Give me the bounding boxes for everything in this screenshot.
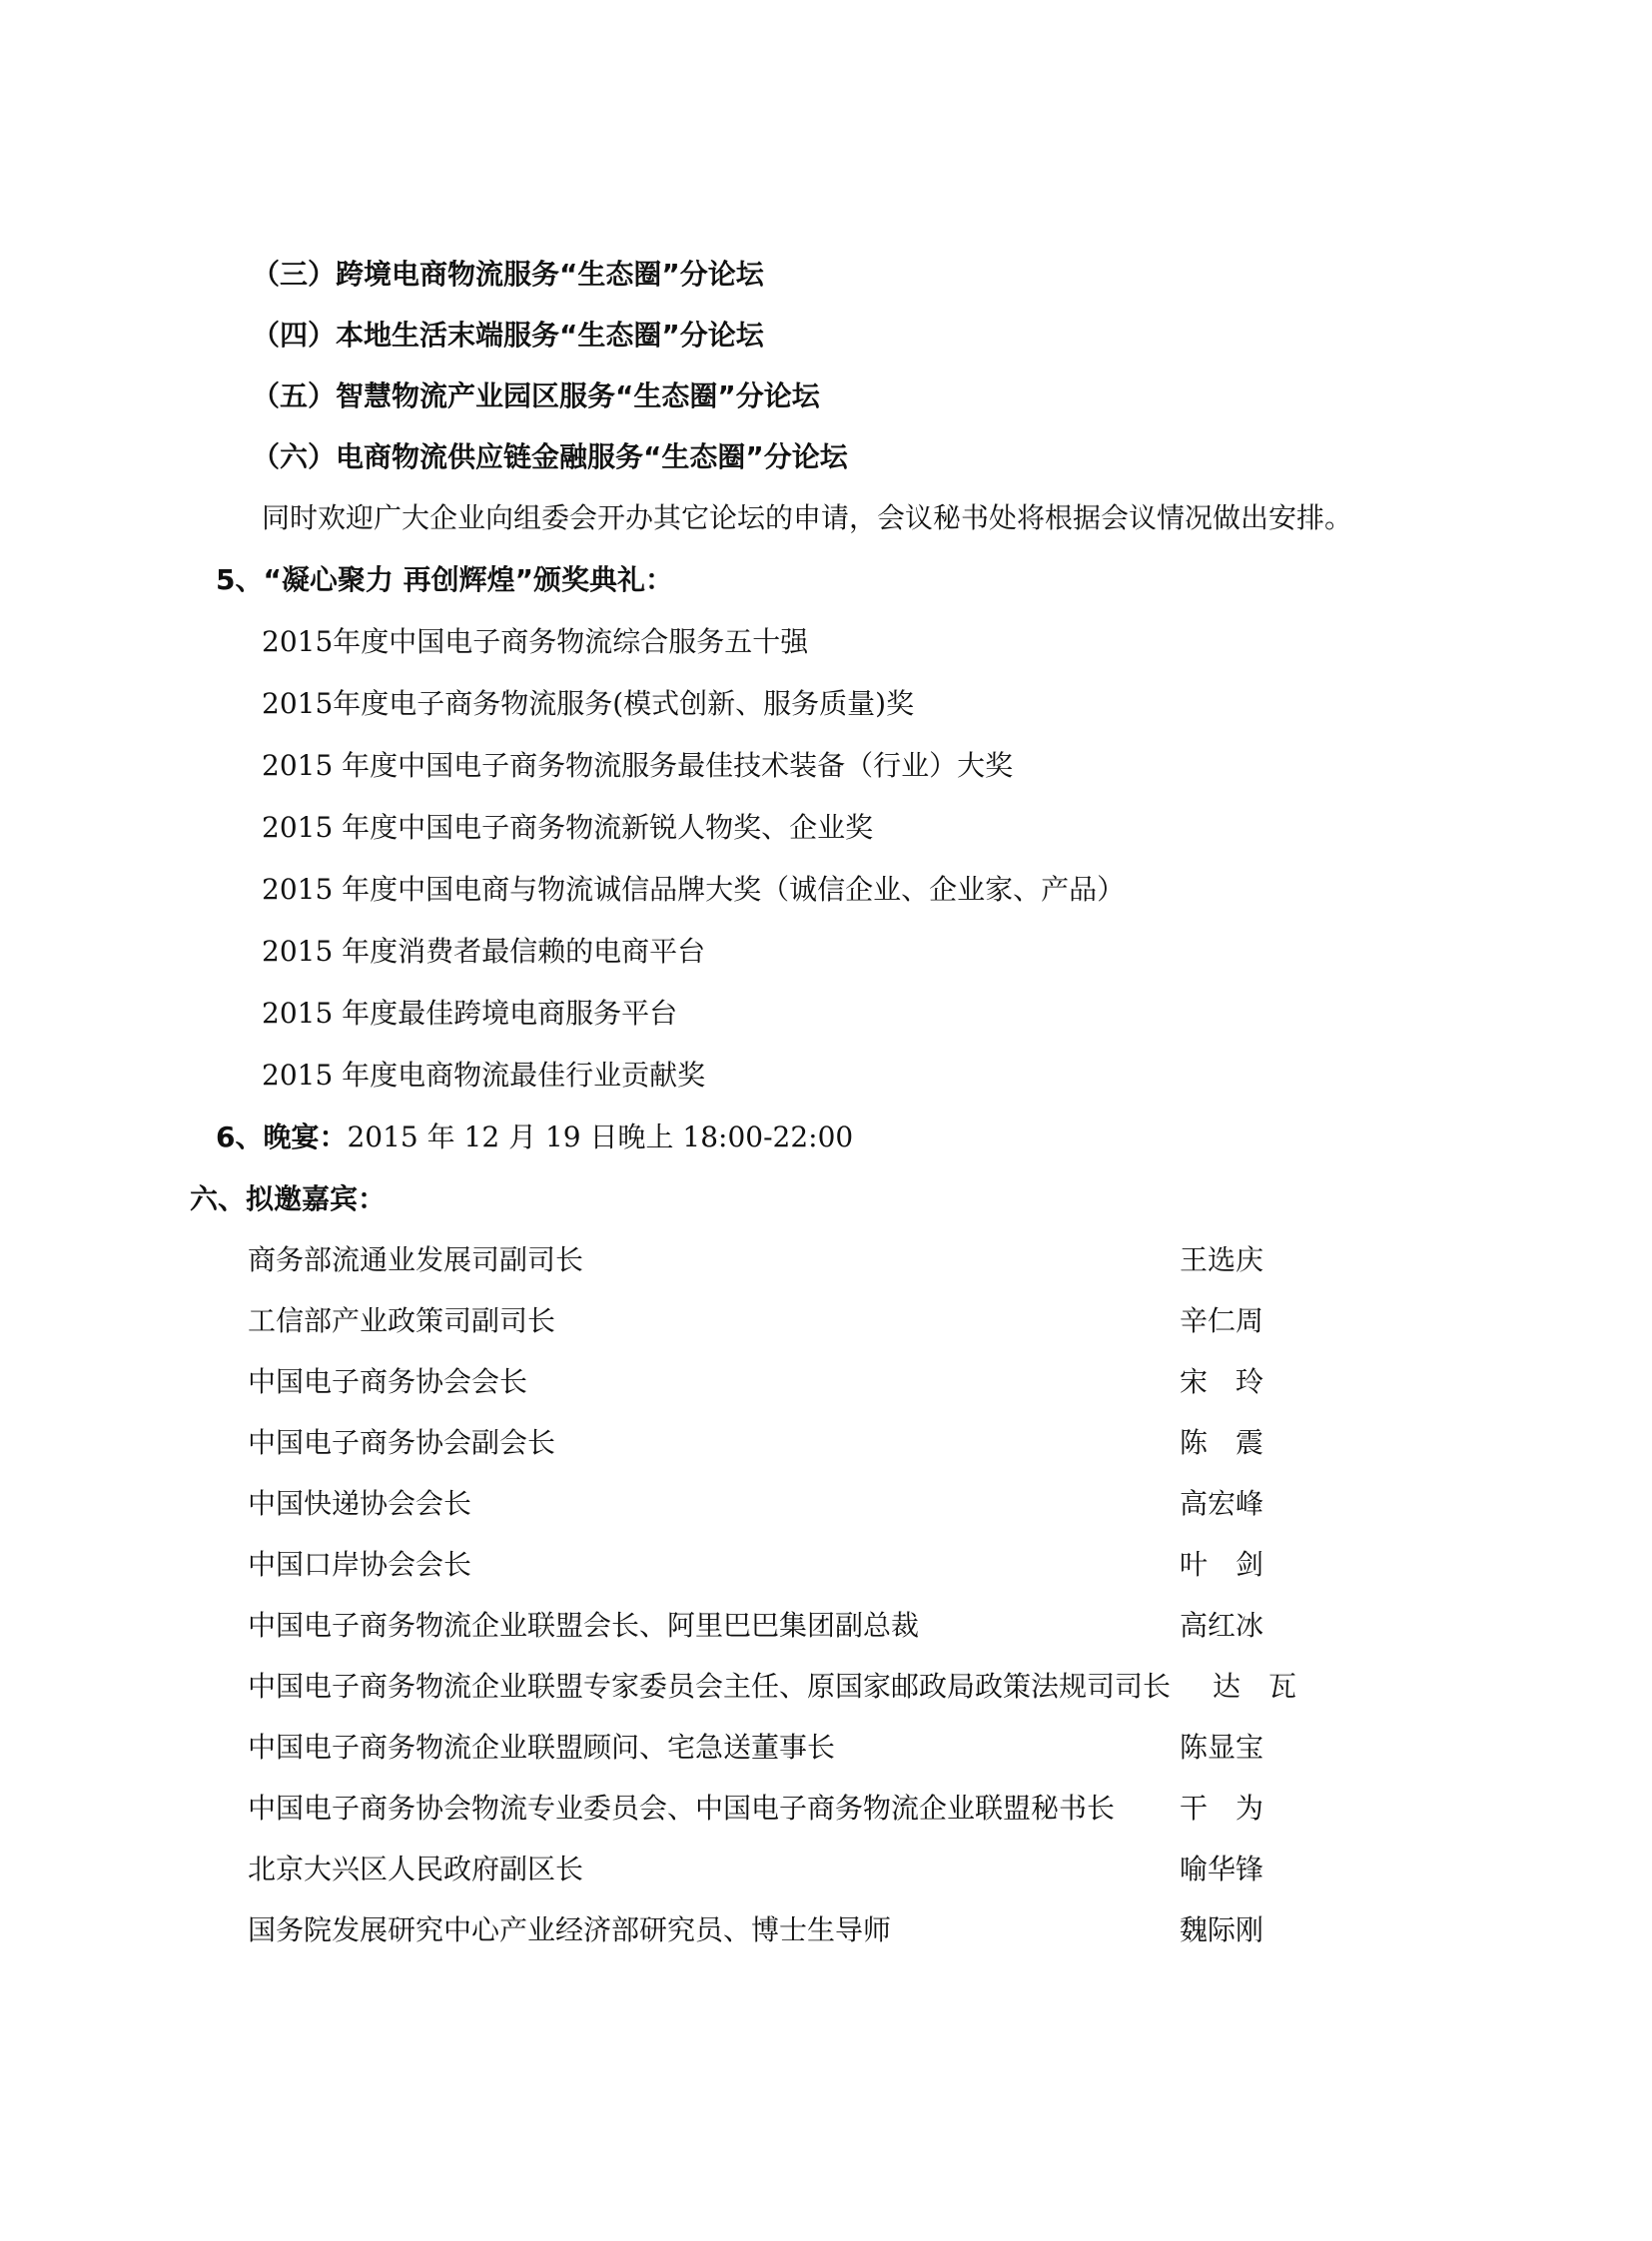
award-item: 2015 年度中国电子商务物流服务最佳技术装备（行业）大奖 <box>262 749 1014 782</box>
forum-item-3: （三）跨境电商物流服务“生态圈”分论坛 <box>252 258 764 291</box>
guest-name: 高红冰 <box>1180 1609 1264 1642</box>
guest-row <box>248 1669 1306 1705</box>
guest-row <box>248 1486 1306 1522</box>
award-item: 2015 年度最佳跨境电商服务平台 <box>262 997 678 1030</box>
guest-row <box>248 1608 1306 1644</box>
award-item: 2015 年度电商物流最佳行业贡献奖 <box>262 1059 706 1092</box>
guest-row <box>248 1364 1306 1400</box>
guest-title: 中国电子商务协会物流专业委员会、中国电子商务物流企业联盟秘书长 <box>248 1792 1116 1825</box>
guest-name: 宋 玲 <box>1180 1365 1264 1398</box>
guest-title: 中国电子商务物流企业联盟顾问、宅急送董事长 <box>248 1731 836 1764</box>
guest-row <box>248 1303 1306 1339</box>
guest-name: 魏际刚 <box>1180 1913 1264 1946</box>
award-item: 2015年度中国电子商务物流综合服务五十强 <box>262 625 809 658</box>
guest-row <box>248 1425 1306 1461</box>
guests-heading: 六、拟邀嘉宾： <box>190 1182 387 1215</box>
awards-heading: 5、“凝心聚力 再创辉煌”颁奖典礼： <box>216 563 674 596</box>
guest-row <box>248 1730 1306 1766</box>
guest-name: 陈 震 <box>1180 1426 1264 1459</box>
banquet-label: 6、晚宴： <box>216 1120 348 1153</box>
guest-name: 高宏峰 <box>1180 1487 1264 1520</box>
forum-item-5: （五）智慧物流产业园区服务“生态圈”分论坛 <box>252 379 820 412</box>
banquet-time: 2015 年 12 月 19 日晚上 18:00-22:00 <box>347 1120 854 1153</box>
award-item: 2015 年度中国电商与物流诚信品牌大奖（诚信企业、企业家、产品） <box>262 873 1126 906</box>
guest-title: 中国电子商务物流企业联盟会长、阿里巴巴集团副总裁 <box>248 1609 920 1642</box>
guest-name: 干 为 <box>1180 1792 1264 1825</box>
guest-title: 中国电子商务物流企业联盟专家委员会主任、原国家邮政局政策法规司司长 <box>248 1670 1172 1703</box>
guest-title: 商务部流通业发展司副司长 <box>248 1243 584 1276</box>
guest-title: 中国电子商务协会副会长 <box>248 1426 556 1459</box>
guest-title: 中国快递协会会长 <box>248 1487 472 1520</box>
guest-name: 辛仁周 <box>1180 1304 1264 1337</box>
forum-item-4: （四）本地生活末端服务“生态圈”分论坛 <box>252 319 764 352</box>
guest-name: 叶 剑 <box>1180 1548 1264 1581</box>
guest-title: 中国口岸协会会长 <box>248 1548 472 1581</box>
guest-title: 工信部产业政策司副司长 <box>248 1304 556 1337</box>
guest-row <box>248 1791 1306 1827</box>
award-item: 2015 年度消费者最信赖的电商平台 <box>262 935 706 968</box>
guest-title: 中国电子商务协会会长 <box>248 1365 528 1398</box>
guest-row <box>248 1242 1306 1278</box>
guest-title: 北京大兴区人民政府副区长 <box>248 1853 584 1885</box>
award-item: 2015年度电子商务物流服务(模式创新、服务质量)奖 <box>262 687 915 720</box>
welcome-note: 同时欢迎广大企业向组委会开办其它论坛的申请，会议秘书处将根据会议情况做出安排。 <box>262 501 1353 534</box>
guest-name: 陈显宝 <box>1180 1731 1264 1764</box>
guest-name: 达 瓦 <box>1213 1670 1297 1703</box>
guest-title: 国务院发展研究中心产业经济部研究员、博士生导师 <box>248 1913 892 1946</box>
guest-row <box>248 1912 1306 1948</box>
award-item: 2015 年度中国电子商务物流新锐人物奖、企业奖 <box>262 811 874 844</box>
guest-name: 喻华锋 <box>1180 1853 1264 1885</box>
guest-row <box>248 1852 1306 1887</box>
banquet-line <box>216 1120 853 1155</box>
forum-item-6: （六）电商物流供应链金融服务“生态圈”分论坛 <box>252 440 848 473</box>
guest-name: 王选庆 <box>1180 1243 1264 1276</box>
guest-row <box>248 1547 1306 1583</box>
